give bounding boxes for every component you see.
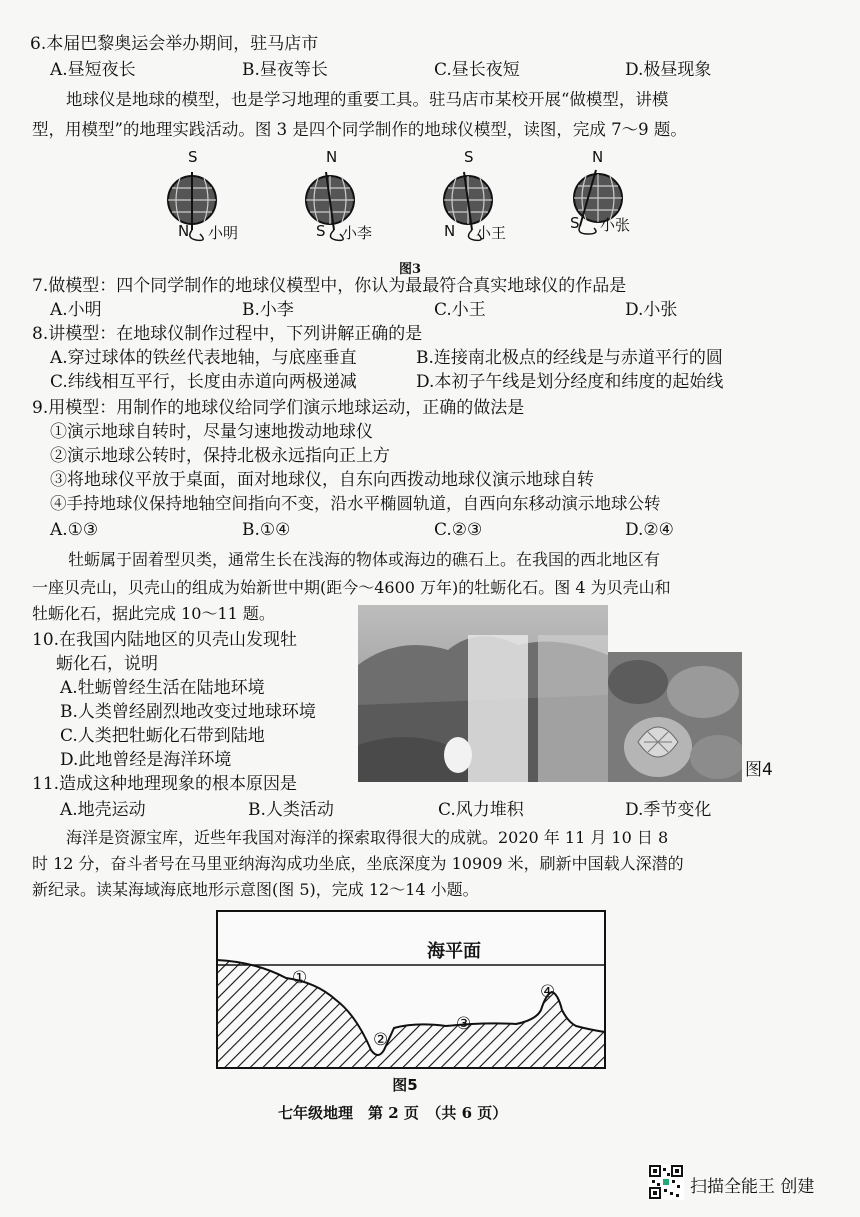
globe-icon (566, 168, 656, 248)
figure3-caption: 图3 (398, 262, 422, 277)
q11-option-c: C.风力堆积 (438, 800, 524, 820)
globe-bottom-pole: S (316, 222, 326, 240)
q8-option-c: C.纬线相互平行，长度由赤道向两极递减 (50, 372, 357, 392)
q9-option-b: B.①④ (242, 520, 291, 540)
q10-stem-line-1: 10.在我国内陆地区的贝壳山发现牡 (32, 630, 298, 650)
q9-item-4: ④手持地球仪保持地轴空间指向不变，沿水平椭圆轨道，自西向东移动演示地球公转 (50, 494, 661, 513)
shell-mountain-photo (358, 605, 608, 782)
seafloor-marker-4: ④ (540, 982, 556, 1002)
q8-option-a: A.穿过球体的铁丝代表地轴，与底座垂直 (50, 348, 357, 368)
globe-intro-line-1: 地球仪是地球的模型，也是学习地理的重要工具。驻马店市某校开展“做模型，讲模 (66, 90, 669, 109)
globe-xiaoming (160, 148, 250, 258)
q7-stem: 7.做模型：四个同学制作的地球仪模型中，你认为最最符合真实地球仪的作品是 (32, 276, 627, 296)
figure5-caption: 图5 (392, 1076, 418, 1094)
q11-option-d: D.季节变化 (625, 800, 712, 820)
globe-bottom-pole: N (178, 222, 190, 240)
globe-bottom-pole: S (570, 214, 580, 232)
q11-stem: 11.造成这种地理现象的根本原因是 (32, 774, 298, 794)
q11-option-a: A.地壳运动 (60, 800, 146, 820)
ocean-intro-line-1: 海洋是资源宝库，近些年我国对海洋的探索取得很大的成就。2020 年 11 月 10 日 8 (66, 828, 669, 847)
q9-option-d: D.②④ (625, 520, 674, 540)
seafloor-marker-2: ② (373, 1030, 389, 1050)
globe-top-pole: S (188, 148, 198, 166)
q10-stem-line-2: 蛎化石，说明 (56, 654, 158, 674)
ocean-intro-line-3: 新纪录。读某海域海底地形示意图(图 5)，完成 12～14 小题。 (32, 880, 479, 899)
globe-owner: 小王 (476, 224, 507, 242)
q6-option-d: D.极昼现象 (625, 60, 712, 80)
q7-option-a: A.小明 (50, 300, 102, 320)
q10-option-b: B.人类曾经剧烈地改变过地球环境 (60, 702, 316, 722)
q7-option-b: B.小李 (242, 300, 294, 320)
figure4-caption: 图4 (745, 760, 773, 780)
globe-xiaozhang (566, 148, 656, 258)
globe-xiaoli (298, 148, 388, 258)
q10-option-c: C.人类把牡蛎化石带到陆地 (60, 726, 265, 746)
q6-option-a: A.昼短夜长 (50, 60, 136, 80)
q9-option-c: C.②③ (434, 520, 483, 540)
globe-top-pole: N (592, 148, 604, 166)
globe-owner: 小明 (208, 224, 239, 242)
q10-option-a: A.牡蛎曾经生活在陆地环境 (60, 678, 265, 698)
q8-stem: 8.讲模型：在地球仪制作过程中，下列讲解正确的是 (32, 324, 423, 344)
globe-top-pole: N (326, 148, 338, 166)
seafloor-marker-3: ③ (456, 1014, 472, 1034)
qr-code-icon (648, 1164, 684, 1200)
globe-owner: 小李 (342, 224, 373, 242)
q7-option-d: D.小张 (625, 300, 678, 320)
ocean-intro-line-2: 时 12 分，奋斗者号在马里亚纳海沟成功坐底，坐底深度为 10909 米，刷新中国载人深潜的 (32, 854, 684, 873)
q9-item-3: ③将地球仪平放于桌面，面对地球仪，自东向西拨动地球仪演示地球自转 (50, 470, 594, 490)
q10-option-d: D.此地曾经是海洋环境 (60, 750, 232, 770)
q9-item-1: ①演示地球自转时，尽量匀速地拨动地球仪 (50, 422, 373, 442)
q8-option-b: B.连接南北极点的经线是与赤道平行的圆 (416, 348, 723, 368)
page-footer: 七年级地理 第 2 页 （共 6 页） (278, 1104, 508, 1122)
q7-option-c: C.小王 (434, 300, 486, 320)
oyster-intro-line-1: 牡蛎属于固着型贝类，通常生长在浅海的物体或海边的礁石上。在我国的西北地区有 (68, 550, 661, 569)
q9-item-2: ②演示地球公转时，保持北极永远指向正上方 (50, 446, 390, 466)
oyster-intro-line-3: 牡蛎化石，据此完成 10～11 题。 (32, 604, 275, 623)
q6-option-c: C.昼长夜短 (434, 60, 520, 80)
q6-option-b: B.昼夜等长 (242, 60, 328, 80)
oyster-intro-line-2: 一座贝壳山，贝壳山的组成为始新世中期(距今～4600 万年)的牡蛎化石。图 4 为贝壳山和 (32, 578, 671, 597)
globe-bottom-pole: N (444, 222, 456, 240)
q8-option-d: D.本初子午线是划分经度和纬度的起始线 (416, 372, 724, 392)
q6-stem: 6.本届巴黎奥运会举办期间，驻马店市 (30, 34, 319, 54)
seafloor-marker-1: ① (292, 968, 308, 988)
oyster-fossil-photo (608, 652, 742, 782)
q9-option-a: A.①③ (50, 520, 99, 540)
globe-top-pole: S (464, 148, 474, 166)
globe-owner: 小张 (600, 216, 631, 234)
q9-stem: 9.用模型：用制作的地球仪给同学们演示地球运动，正确的做法是 (32, 398, 525, 418)
sea-level-label: 海平面 (427, 941, 481, 962)
globe-intro-line-2: 型，用模型”的地理实践活动。图 3 是四个同学制作的地球仪模型，读图，完成 7～9 题。 (32, 120, 687, 139)
globe-xiaowang (436, 148, 526, 258)
scanner-watermark: 扫描全能王 创建 (690, 1177, 815, 1197)
q11-option-b: B.人类活动 (248, 800, 334, 820)
